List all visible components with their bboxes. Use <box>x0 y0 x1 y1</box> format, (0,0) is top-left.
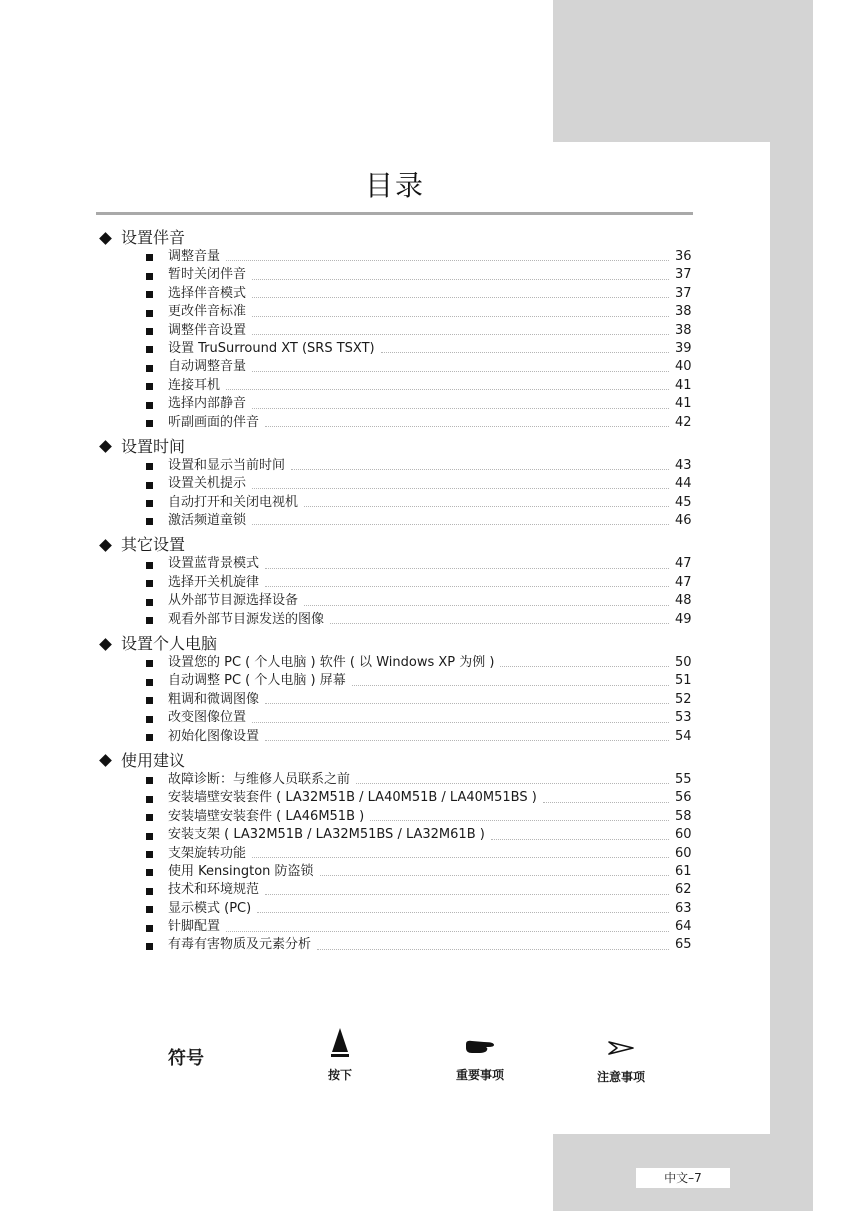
toc-item-label: 针脚配置 <box>168 919 221 935</box>
toc-item-label: 设置您的 PC ( 个人电脑 ) 软件 ( 以 Windows XP 为例 ) <box>168 655 495 671</box>
dot-leader <box>252 722 669 723</box>
toc-item-label: 使用 Kensington 防盗锁 <box>168 863 314 879</box>
dot-leader <box>252 371 669 372</box>
square-bullet-icon <box>146 734 153 741</box>
toc-item-page: 37 <box>675 267 692 283</box>
square-bullet-icon <box>146 906 153 913</box>
square-bullet-icon <box>146 833 153 840</box>
toc-item-page: 45 <box>675 494 692 510</box>
toc-section <box>99 437 691 531</box>
square-bullet-icon <box>146 346 153 353</box>
toc-item <box>99 881 691 899</box>
title-divider <box>96 212 693 215</box>
toc-item-label: 自动调整 PC ( 个人电脑 ) 屏幕 <box>168 673 346 689</box>
dot-leader <box>252 857 669 858</box>
toc-item <box>99 654 691 672</box>
section-heading-text: 设置个人电脑 <box>121 634 218 654</box>
toc-item <box>99 322 691 340</box>
toc-item <box>99 771 691 789</box>
square-bullet-icon <box>146 617 153 624</box>
toc-item <box>99 303 691 321</box>
dot-leader <box>257 912 669 913</box>
toc-item <box>99 611 691 629</box>
square-bullet-icon <box>146 420 153 427</box>
toc-item-label: 选择内部静音 <box>168 396 247 412</box>
dot-leader <box>252 316 669 317</box>
toc-item-page: 62 <box>675 882 692 898</box>
dot-leader <box>265 703 669 704</box>
dot-leader <box>330 623 669 624</box>
diamond-bullet-icon <box>99 539 112 552</box>
dot-leader <box>265 740 669 741</box>
square-bullet-icon <box>146 291 153 298</box>
toc-item <box>99 512 691 530</box>
toc-item-page: 49 <box>675 611 692 627</box>
toc-item-page: 54 <box>675 728 692 744</box>
toc-item-page: 46 <box>675 513 692 529</box>
dot-leader <box>226 260 669 261</box>
toc-item <box>99 592 691 610</box>
dot-leader <box>265 894 669 895</box>
square-bullet-icon <box>146 402 153 409</box>
toc-item-label: 设置蓝背景模式 <box>168 556 260 572</box>
square-bullet-icon <box>146 328 153 335</box>
square-bullet-icon <box>146 310 153 317</box>
dot-leader <box>252 279 669 280</box>
toc-item-page: 39 <box>675 340 692 356</box>
toc-item-label: 激活频道童锁 <box>168 513 247 529</box>
section-heading <box>99 634 691 654</box>
toc-item <box>99 845 691 863</box>
diamond-bullet-icon <box>99 441 112 454</box>
square-bullet-icon <box>146 869 153 876</box>
square-bullet-icon <box>146 580 153 587</box>
toc-item-page: 43 <box>675 457 692 473</box>
toc-item-page: 41 <box>675 396 692 412</box>
dot-leader <box>265 586 669 587</box>
toc-section <box>99 228 691 432</box>
dot-leader <box>304 605 669 606</box>
toc-item-label: 显示模式 (PC) <box>168 900 252 916</box>
dot-leader <box>317 949 669 950</box>
square-bullet-icon <box>146 500 153 507</box>
diamond-bullet-icon <box>99 755 112 768</box>
dot-leader <box>370 820 669 821</box>
toc-item-page: 51 <box>675 673 692 689</box>
toc-item-label: 观看外部节目源发送的图像 <box>168 611 325 627</box>
dot-leader <box>352 685 669 686</box>
square-bullet-icon <box>146 660 153 667</box>
toc-item-label: 更改伴音标准 <box>168 304 247 320</box>
toc-item <box>99 808 691 826</box>
toc-item-page: 53 <box>675 710 692 726</box>
toc-item <box>99 340 691 358</box>
toc-item-label: 初始化图像设置 <box>168 728 260 744</box>
toc-item-label: 听副画面的伴音 <box>168 414 260 430</box>
toc-item-page: 52 <box>675 691 692 707</box>
toc-item-page: 37 <box>675 285 692 301</box>
toc-item <box>99 248 691 266</box>
toc-item <box>99 900 691 918</box>
square-bullet-icon <box>146 562 153 569</box>
toc-item-label: 连接耳机 <box>168 377 221 393</box>
toc-item-label: 改变图像位置 <box>168 710 247 726</box>
toc-item-label: 选择伴音模式 <box>168 285 247 301</box>
toc-item-page: 48 <box>675 593 692 609</box>
toc-item <box>99 937 691 955</box>
section-heading-text: 使用建议 <box>121 750 186 770</box>
toc-item <box>99 672 691 690</box>
square-bullet-icon <box>146 716 153 723</box>
toc-item-page: 65 <box>675 937 692 953</box>
toc-item-page: 64 <box>675 919 692 935</box>
toc-item-label: 设置 TruSurround XT (SRS TSXT) <box>168 340 375 356</box>
toc-item-page: 50 <box>675 655 692 671</box>
section-heading-text: 设置伴音 <box>121 228 186 247</box>
dot-leader <box>226 389 669 390</box>
toc-item-label: 粗调和微调图像 <box>168 691 260 707</box>
dot-leader <box>252 488 669 489</box>
dot-leader <box>265 568 669 569</box>
toc-item-label: 暂时关闭伴音 <box>168 267 247 283</box>
page-number: 中文–7 <box>636 1168 730 1188</box>
square-bullet-icon <box>146 777 153 784</box>
symbol-press-label: 按下 <box>327 1068 352 1082</box>
square-bullet-icon <box>146 482 153 489</box>
square-bullet-icon <box>146 518 153 525</box>
diamond-bullet-icon <box>99 232 112 245</box>
toc-item-page: 55 <box>675 771 692 787</box>
toc-section <box>99 751 691 955</box>
section-heading <box>99 228 691 248</box>
arrowhead-icon <box>607 1040 635 1056</box>
section-heading-text: 设置时间 <box>121 436 186 456</box>
toc-item-page: 63 <box>675 900 692 916</box>
toc-item-label: 故障诊断：与维修人员联系之前 <box>168 771 351 787</box>
toc-item <box>99 414 691 432</box>
toc-item-label: 调整伴音设置 <box>168 322 247 338</box>
toc-section <box>99 634 691 746</box>
gray-band-top <box>553 0 813 142</box>
symbols-title: 符号 <box>168 1048 204 1069</box>
toc-item <box>99 494 691 512</box>
toc-item-label: 支架旋转功能 <box>168 845 247 861</box>
toc-item <box>99 457 691 475</box>
toc-item-page: 60 <box>675 827 692 843</box>
press-triangle-icon <box>330 1028 350 1058</box>
toc-item-page: 40 <box>675 359 692 375</box>
square-bullet-icon <box>146 365 153 372</box>
toc-item-label: 自动打开和关闭电视机 <box>168 494 299 510</box>
symbol-press <box>290 1028 390 1083</box>
toc-item <box>99 266 691 284</box>
toc-item-page: 42 <box>675 414 692 430</box>
toc-item <box>99 395 691 413</box>
square-bullet-icon <box>146 383 153 390</box>
toc-item <box>99 285 691 303</box>
dot-leader <box>252 408 669 409</box>
section-heading <box>99 535 691 555</box>
toc-item-label: 自动调整音量 <box>168 359 247 375</box>
dot-leader <box>252 334 669 335</box>
toc-item-page: 38 <box>675 322 692 338</box>
symbol-note-label: 注意事项 <box>596 1070 645 1084</box>
toc-item-label: 从外部节目源选择设备 <box>168 593 299 609</box>
square-bullet-icon <box>146 273 153 280</box>
square-bullet-icon <box>146 679 153 686</box>
square-bullet-icon <box>146 599 153 606</box>
toc-item-label: 有毒有害物质及元素分析 <box>168 937 312 953</box>
toc-item <box>99 863 691 881</box>
section-heading <box>99 751 691 771</box>
table-of-contents <box>99 228 691 960</box>
toc-item-page: 60 <box>675 845 692 861</box>
square-bullet-icon <box>146 796 153 803</box>
toc-item-page: 41 <box>675 377 692 393</box>
toc-item <box>99 728 691 746</box>
toc-item <box>99 789 691 807</box>
dot-leader <box>320 875 669 876</box>
dot-leader <box>304 506 669 507</box>
symbol-important <box>430 1038 530 1083</box>
toc-item <box>99 475 691 493</box>
toc-item-label: 技术和环境规范 <box>168 882 260 898</box>
dot-leader <box>226 931 669 932</box>
toc-item-page: 56 <box>675 790 692 806</box>
dot-leader <box>252 297 669 298</box>
symbol-note <box>571 1040 671 1085</box>
symbols-legend <box>0 1020 862 1100</box>
page-title: 目录 <box>365 169 426 202</box>
toc-item-label: 安装墙壁安装套件 ( LA46M51B ) <box>168 808 365 824</box>
toc-item <box>99 358 691 376</box>
dot-leader <box>491 839 669 840</box>
toc-item <box>99 709 691 727</box>
square-bullet-icon <box>146 254 153 261</box>
section-heading-text: 其它设置 <box>121 535 186 555</box>
section-heading <box>99 437 691 457</box>
dot-leader <box>500 666 669 667</box>
toc-item-page: 44 <box>675 476 692 492</box>
square-bullet-icon <box>146 925 153 932</box>
dot-leader <box>252 524 669 525</box>
square-bullet-icon <box>146 888 153 895</box>
toc-item <box>99 377 691 395</box>
toc-item <box>99 691 691 709</box>
dot-leader <box>356 783 669 784</box>
toc-item-page: 47 <box>675 556 692 572</box>
toc-item <box>99 918 691 936</box>
toc-item <box>99 826 691 844</box>
toc-section <box>99 535 691 629</box>
symbol-important-label: 重要事项 <box>455 1068 504 1082</box>
toc-item-page: 47 <box>675 574 692 590</box>
square-bullet-icon <box>146 814 153 821</box>
dot-leader <box>381 352 669 353</box>
dot-leader <box>265 426 669 427</box>
square-bullet-icon <box>146 943 153 950</box>
toc-item-label: 安装墙壁安装套件 ( LA32M51B / LA40M51B / LA40M51BS ) <box>168 790 537 806</box>
toc-item-label: 安装支架 ( LA32M51B / LA32M51BS / LA32M61B ) <box>168 827 485 843</box>
toc-item <box>99 574 691 592</box>
toc-item-label: 设置和显示当前时间 <box>168 457 286 473</box>
dot-leader <box>291 469 669 470</box>
toc-item <box>99 555 691 573</box>
pointing-hand-icon <box>464 1038 496 1056</box>
toc-item-page: 58 <box>675 808 692 824</box>
toc-item-page: 61 <box>675 863 692 879</box>
square-bullet-icon <box>146 697 153 704</box>
dot-leader <box>543 802 669 803</box>
toc-item-label: 设置关机提示 <box>168 476 247 492</box>
square-bullet-icon <box>146 851 153 858</box>
square-bullet-icon <box>146 463 153 470</box>
toc-item-label: 选择开关机旋律 <box>168 574 260 590</box>
toc-item-label: 调整音量 <box>168 248 221 264</box>
toc-item-page: 38 <box>675 304 692 320</box>
diamond-bullet-icon <box>99 638 112 651</box>
toc-item-page: 36 <box>675 248 692 264</box>
